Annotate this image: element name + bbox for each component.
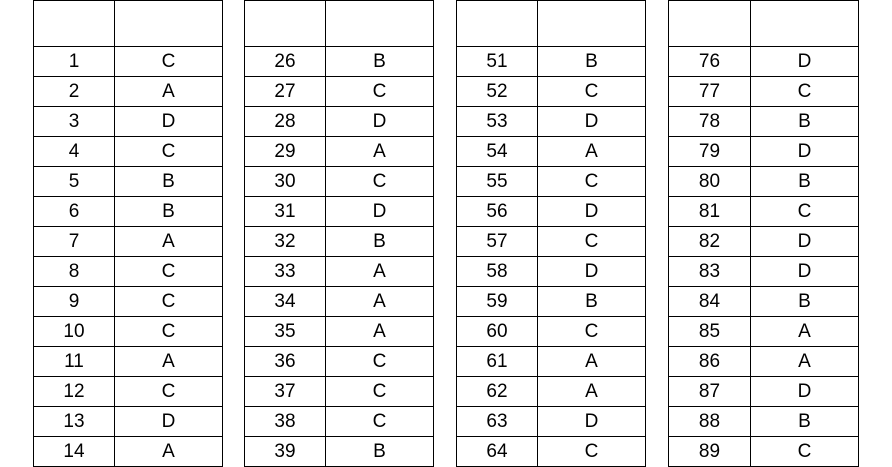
answer-letter: C <box>115 257 223 287</box>
table-row <box>457 47 646 77</box>
header-cell <box>34 1 115 47</box>
table-row <box>34 77 223 107</box>
question-number: 52 <box>457 77 538 107</box>
question-number: 64 <box>457 437 538 467</box>
table-row <box>245 257 434 287</box>
table-row <box>34 227 223 257</box>
question-number: 1 <box>34 47 115 77</box>
table-row <box>34 407 223 437</box>
question-number: 78 <box>669 107 751 137</box>
header-row <box>457 1 646 47</box>
answer-letter: C <box>115 137 223 167</box>
table-row <box>457 227 646 257</box>
table-row <box>669 197 859 227</box>
table-row <box>669 317 859 347</box>
answer-letter: A <box>751 317 859 347</box>
table-row <box>245 377 434 407</box>
table-row <box>669 107 859 137</box>
table-row <box>457 347 646 377</box>
answer-letter: A <box>326 317 434 347</box>
answer-letter: B <box>115 167 223 197</box>
answer-letter: D <box>538 257 646 287</box>
answer-letter: D <box>538 407 646 437</box>
answer-letter: C <box>751 77 859 107</box>
answer-letter: B <box>115 197 223 227</box>
table-row <box>245 107 434 137</box>
question-number: 36 <box>245 347 326 377</box>
question-number: 7 <box>34 227 115 257</box>
question-number: 4 <box>34 137 115 167</box>
question-number: 77 <box>669 77 751 107</box>
question-number: 53 <box>457 107 538 137</box>
answer-letter: A <box>538 347 646 377</box>
question-number: 80 <box>669 167 751 197</box>
question-number: 30 <box>245 167 326 197</box>
question-number: 81 <box>669 197 751 227</box>
table-row <box>669 287 859 317</box>
answer-letter: A <box>115 227 223 257</box>
question-number: 38 <box>245 407 326 437</box>
table-row <box>669 257 859 287</box>
table-row <box>669 227 859 257</box>
header-cell <box>326 1 434 47</box>
question-number: 59 <box>457 287 538 317</box>
question-number: 54 <box>457 137 538 167</box>
question-number: 29 <box>245 137 326 167</box>
table-row <box>245 47 434 77</box>
answer-letter: D <box>751 137 859 167</box>
header-cell <box>751 1 859 47</box>
table-row <box>34 347 223 377</box>
answer-letter: D <box>751 227 859 257</box>
question-number: 26 <box>245 47 326 77</box>
answer-letter: C <box>326 167 434 197</box>
table-row <box>245 317 434 347</box>
table-row <box>34 107 223 137</box>
answer-table-1 <box>33 0 223 467</box>
table-row <box>34 437 223 467</box>
answer-letter: D <box>751 257 859 287</box>
question-number: 3 <box>34 107 115 137</box>
answer-letter: B <box>751 287 859 317</box>
table-row <box>457 377 646 407</box>
answer-letter: B <box>538 47 646 77</box>
question-number: 28 <box>245 107 326 137</box>
header-cell <box>115 1 223 47</box>
question-number: 84 <box>669 287 751 317</box>
table-row <box>245 407 434 437</box>
table-row <box>457 407 646 437</box>
answer-letter: C <box>326 347 434 377</box>
question-number: 6 <box>34 197 115 227</box>
question-number: 60 <box>457 317 538 347</box>
table-row <box>669 407 859 437</box>
table-row <box>34 287 223 317</box>
question-number: 10 <box>34 317 115 347</box>
answer-table-3 <box>456 0 646 467</box>
question-number: 89 <box>669 437 751 467</box>
question-number: 12 <box>34 377 115 407</box>
question-number: 51 <box>457 47 538 77</box>
header-cell <box>245 1 326 47</box>
header-cell <box>669 1 751 47</box>
answer-letter: C <box>115 317 223 347</box>
table-row <box>34 317 223 347</box>
answer-letter: B <box>326 227 434 257</box>
table-row <box>669 347 859 377</box>
table-row <box>34 377 223 407</box>
answer-letter: D <box>326 107 434 137</box>
question-number: 58 <box>457 257 538 287</box>
table-row <box>457 77 646 107</box>
question-number: 11 <box>34 347 115 377</box>
header-row <box>245 1 434 47</box>
header-row <box>34 1 223 47</box>
question-number: 82 <box>669 227 751 257</box>
question-number: 35 <box>245 317 326 347</box>
question-number: 87 <box>669 377 751 407</box>
question-number: 2 <box>34 77 115 107</box>
answer-letter: B <box>538 287 646 317</box>
table-row <box>669 47 859 77</box>
answer-letter: D <box>115 107 223 137</box>
table-row <box>669 137 859 167</box>
answer-letter: C <box>115 287 223 317</box>
answer-letter: C <box>326 77 434 107</box>
answer-letter: A <box>115 437 223 467</box>
table-row <box>457 437 646 467</box>
table-row <box>245 227 434 257</box>
question-number: 63 <box>457 407 538 437</box>
question-number: 57 <box>457 227 538 257</box>
table-row <box>34 47 223 77</box>
question-number: 62 <box>457 377 538 407</box>
table-row <box>457 137 646 167</box>
table-row <box>245 197 434 227</box>
table-row <box>34 167 223 197</box>
answer-letter: C <box>538 437 646 467</box>
table-row <box>34 257 223 287</box>
table-row <box>34 137 223 167</box>
answer-letter: D <box>751 47 859 77</box>
table-row <box>245 437 434 467</box>
question-number: 56 <box>457 197 538 227</box>
answer-letter: B <box>326 437 434 467</box>
answer-letter: A <box>326 287 434 317</box>
answer-letter: C <box>538 167 646 197</box>
question-number: 32 <box>245 227 326 257</box>
question-number: 37 <box>245 377 326 407</box>
question-number: 86 <box>669 347 751 377</box>
answer-letter: D <box>115 407 223 437</box>
question-number: 79 <box>669 137 751 167</box>
table-row <box>245 137 434 167</box>
answer-letter: C <box>538 317 646 347</box>
question-number: 88 <box>669 407 751 437</box>
question-number: 61 <box>457 347 538 377</box>
table-row <box>669 167 859 197</box>
header-cell <box>538 1 646 47</box>
question-number: 55 <box>457 167 538 197</box>
table-row <box>669 77 859 107</box>
answer-letter: D <box>538 197 646 227</box>
answer-letter: B <box>751 167 859 197</box>
question-number: 14 <box>34 437 115 467</box>
table-row <box>245 167 434 197</box>
question-number: 13 <box>34 407 115 437</box>
answer-letter: D <box>538 107 646 137</box>
answer-letter: A <box>115 347 223 377</box>
question-number: 31 <box>245 197 326 227</box>
table-row <box>245 347 434 377</box>
table-row <box>457 287 646 317</box>
table-row <box>457 257 646 287</box>
table-row <box>669 377 859 407</box>
table-row <box>457 317 646 347</box>
question-number: 9 <box>34 287 115 317</box>
table-row <box>245 287 434 317</box>
answer-letter: A <box>326 257 434 287</box>
answer-letter: C <box>538 77 646 107</box>
answer-letter: C <box>538 227 646 257</box>
table-row <box>457 197 646 227</box>
answer-letter: B <box>326 47 434 77</box>
table-row <box>457 107 646 137</box>
question-number: 76 <box>669 47 751 77</box>
answer-letter: A <box>326 137 434 167</box>
answer-letter: D <box>751 377 859 407</box>
table-row <box>669 437 859 467</box>
answer-letter: A <box>538 377 646 407</box>
header-cell <box>457 1 538 47</box>
answer-letter: C <box>326 377 434 407</box>
answer-table-2 <box>244 0 434 467</box>
answer-letter: A <box>751 347 859 377</box>
answer-letter: C <box>115 377 223 407</box>
question-number: 27 <box>245 77 326 107</box>
answer-letter: C <box>115 47 223 77</box>
answer-table-4 <box>668 0 859 467</box>
table-row <box>34 197 223 227</box>
answer-letter: C <box>326 407 434 437</box>
question-number: 33 <box>245 257 326 287</box>
answer-letter: D <box>326 197 434 227</box>
answer-letter: C <box>751 437 859 467</box>
table-row <box>457 167 646 197</box>
answer-letter: B <box>751 407 859 437</box>
header-row <box>669 1 859 47</box>
question-number: 83 <box>669 257 751 287</box>
table-row <box>245 77 434 107</box>
question-number: 34 <box>245 287 326 317</box>
question-number: 8 <box>34 257 115 287</box>
question-number: 85 <box>669 317 751 347</box>
question-number: 5 <box>34 167 115 197</box>
question-number: 39 <box>245 437 326 467</box>
answer-letter: B <box>751 107 859 137</box>
answer-letter: C <box>751 197 859 227</box>
answer-letter: A <box>538 137 646 167</box>
answer-letter: A <box>115 77 223 107</box>
